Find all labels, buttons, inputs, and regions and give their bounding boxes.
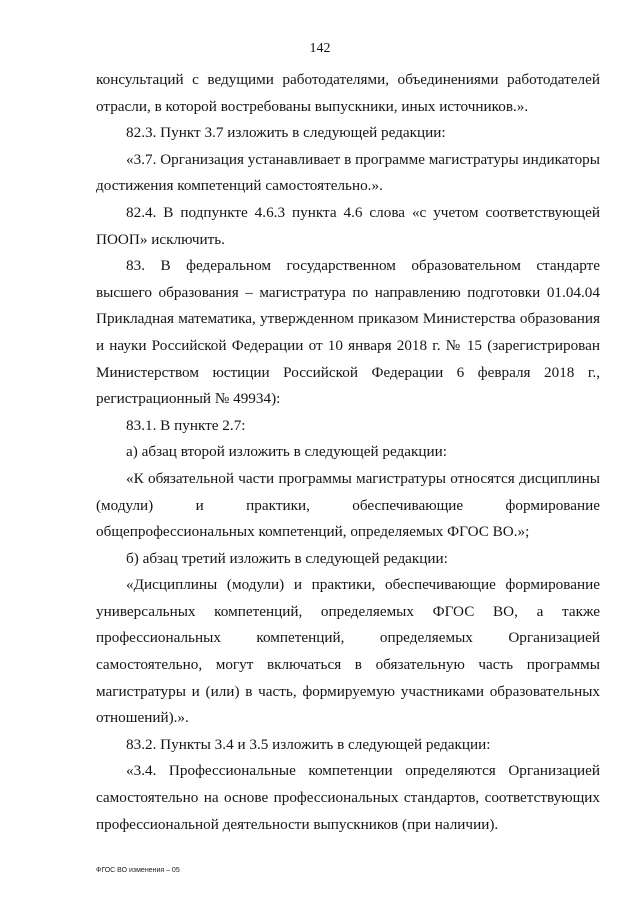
paragraph-4: 82.4. В подпункте 4.6.3 пункта 4.6 слова «с учетом соответствующей ПООП» исключить. <box>96 203 600 248</box>
page-number: 142 <box>309 41 331 56</box>
paragraph-5: 83. В федеральном государственном образовательном стандарте высшего образования – магистратура по направлению подготовки 01.04.04 Прикладная математика, утвержденном приказом Министерства образования и науки Российской Федерации от 10 января 2018 г. № 15 (зарегистрирован Министерством юстиции Российской Федерации 6 февраля 2018 г., регистрационный № 49934): <box>96 257 600 408</box>
paragraph-7: а) абзац второй изложить в следующей редакции: <box>126 443 448 461</box>
paragraph-11: 83.2. Пункты 3.4 и 3.5 изложить в следующей редакции: <box>126 735 491 753</box>
paragraph-12: «3.4. Профессиональные компетенции определяются Организацией самостоятельно на основе профессиональных стандартов, соответствующих профессиональной деятельности выпускников (при наличии). <box>96 762 600 833</box>
paragraph-3: «3.7. Организация устанавливает в программе магистратуры индикаторы достижения компетенций самостоятельно.». <box>96 150 600 195</box>
paragraph-9: б) абзац третий изложить в следующей редакции: <box>126 549 448 567</box>
paragraph-10: «Дисциплины (модули) и практики, обеспечивающие формирование универсальных компетенций, определяемых ФГОС ВО, а также профессиональных компетенций, определяемых Организацией самостоятельно, могут включаться в обязательную часть программы магистратуры и (или) в часть, формируемую участниками образовательных отношений).». <box>96 576 600 727</box>
paragraph-8: «К обязательной части программы магистратуры относятся дисциплины (модули) и практики, обеспечивающие формирование общепрофессиональных компетенций, определяемых ФГОС ВО.»; <box>96 469 600 541</box>
paragraph-6: 83.1. В пункте 2.7: <box>126 416 246 434</box>
paragraph-2: 82.3. Пункт 3.7 изложить в следующей редакции: <box>126 124 446 142</box>
paragraph-1: консультаций с ведущими работодателями, объединениями работодателей отрасли, в которой востребованы выпускники, иных источников.». <box>96 71 600 115</box>
page-footer: ФГОС ВО изменения – 05 <box>96 867 180 874</box>
document-body <box>96 67 600 838</box>
